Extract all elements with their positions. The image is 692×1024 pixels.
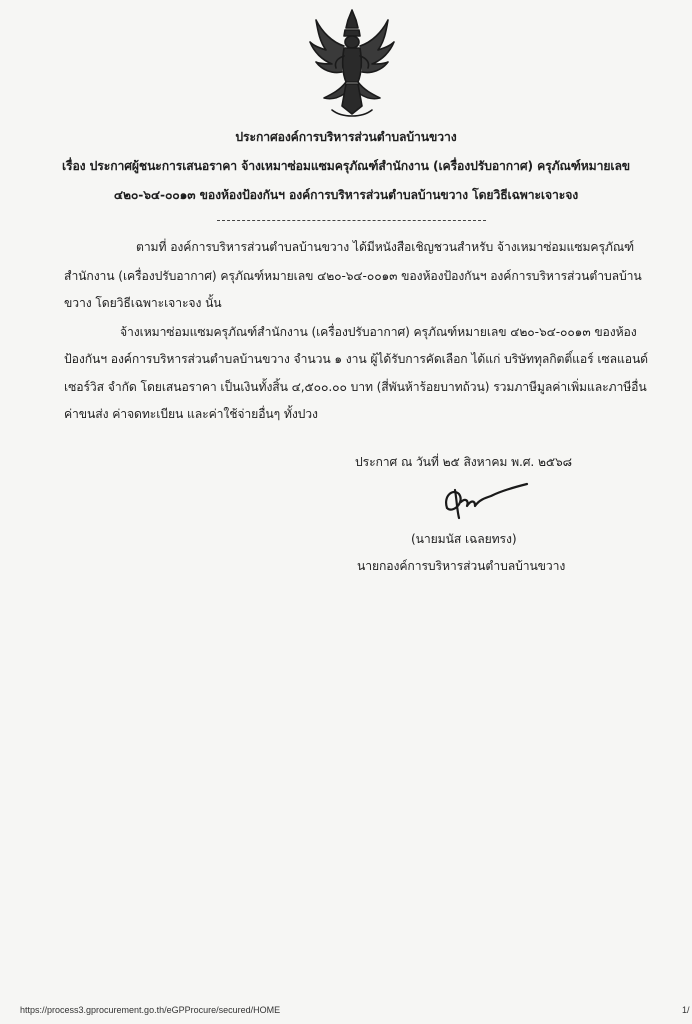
- announcement-date: ประกาศ ณ วันที่ ๒๕ สิงหาคม พ.ศ. ๒๕๖๘: [355, 455, 572, 469]
- footer-page-number: 1/: [682, 1005, 690, 1015]
- subject-line-2: ๔๒๐-๖๔-๐๐๑๓ ของห้องป้องกันฯ องค์การบริหารส่วนตำบลบ้านขวาง โดยวิธีเฉพาะเจาะจง: [113, 188, 579, 202]
- garuda-emblem-icon: [302, 6, 402, 124]
- signer-title: นายกองค์การบริหารส่วนตำบลบ้านขวาง: [357, 559, 566, 573]
- paragraph-1-line-3: ขวาง โดยวิธีเฉพาะเจาะจง นั้น: [64, 296, 222, 310]
- paragraph-1-line-2: สำนักงาน (เครื่องปรับอากาศ) ครุภัณฑ์หมายเลข ๔๒๐-๖๔-๐๐๑๓ ของห้องป้องกันฯ องค์การบริหารส่วนตำบลบ้าน: [64, 269, 642, 283]
- paragraph-2-line-1: จ้างเหมาซ่อมแซมครุภัณฑ์สำนักงาน (เครื่องปรับอากาศ) ครุภัณฑ์หมายเลข ๔๒๐-๖๔-๐๐๑๓ ของห้อง: [120, 325, 637, 339]
- footer-url: https://process3.gprocurement.go.th/eGPProcure/secured/HOME: [20, 1005, 281, 1015]
- signer-name: (นายมนัส เฉลยทรง): [411, 532, 517, 546]
- paragraph-2-line-4: ค่าขนส่ง ค่าจดทะเบียน และค่าใช้จ่ายอื่นๆ ทั้งปวง: [64, 407, 318, 421]
- header-divider: [217, 220, 486, 221]
- handwritten-signature: [435, 478, 535, 526]
- paragraph-2-line-2: ป้องกันฯ องค์การบริหารส่วนตำบลบ้านขวาง จำนวน ๑ งาน ผู้ได้รับการคัดเลือก ได้แก่ บริษัททุลกิตติ์แอร์ เซลแอนด์: [64, 352, 648, 366]
- subject-line-1: เรื่อง ประกาศผู้ชนะการเสนอราคา จ้างเหมาซ่อมแซมครุภัณฑ์สำนักงาน (เครื่องปรับอากาศ) ครุภัณฑ์หมายเลข: [61, 159, 631, 173]
- paragraph-1-line-1: ตามที่ องค์การบริหารส่วนตำบลบ้านขวาง ได้มีหนังสือเชิญชวนสำหรับ จ้างเหมาซ่อมแซมครุภัณฑ์: [136, 240, 635, 254]
- organization-header: ประกาศองค์การบริหารส่วนตำบลบ้านขวาง: [235, 130, 457, 144]
- paragraph-2-line-3: เซอร์วิส จำกัด โดยเสนอราคา เป็นเงินทั้งสิ้น ๔,๕๐๐.๐๐ บาท (สี่พันห้าร้อยบาทถ้วน) รวมภาษีมูลค่าเพิ่มและภาษีอื่น: [64, 380, 647, 394]
